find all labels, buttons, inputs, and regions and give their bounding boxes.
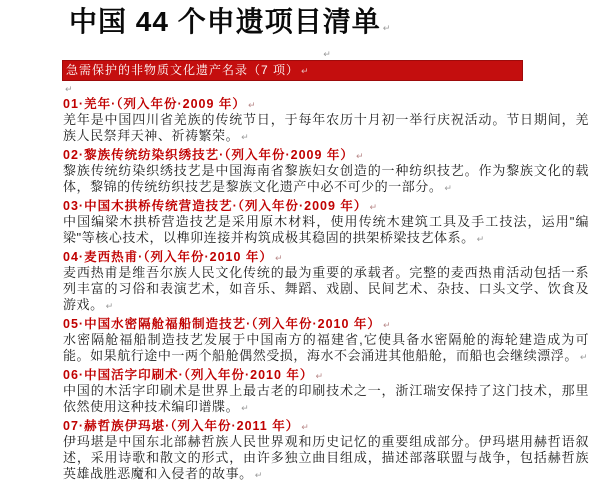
list-item: [63, 419, 589, 483]
item-body-text: 水密隔舱福船制造技艺发展于中国南方的福建省,它使具备水密隔舱的海轮建造成为可能。如果航行途中一两个船舱偶然受损，海水不会涌进其他船舱，而船也会继续漂浮。: [63, 332, 589, 363]
paragraph-mark: ↵: [254, 470, 263, 480]
item-heading-text: 06·中国活字印刷术·（列入年份·2010 年）: [63, 368, 314, 382]
paragraph-mark: ↵: [369, 202, 377, 212]
list-item: [63, 199, 589, 247]
paragraph-mark: ↵: [301, 66, 309, 76]
paragraph-mark: ↵: [65, 84, 73, 94]
item-heading: [63, 97, 589, 112]
page-title-text: 中国 44 个申遗项目清单: [69, 6, 381, 37]
item-body-text: 中国的木活字印刷术是世界上最古老的印刷技术之一，浙江瑞安保持了这门技术，那里依然使用这种技术编印谱牒。: [63, 383, 589, 414]
item-heading: [63, 250, 589, 265]
item-heading-text: 04·麦西热甫·（列入年份·2010 年）: [63, 250, 273, 264]
section-banner: [62, 60, 523, 81]
document-content: [63, 0, 589, 483]
list-item: [63, 250, 589, 314]
item-body: [63, 332, 589, 365]
item-body: [63, 214, 589, 247]
item-heading: [63, 317, 589, 332]
paragraph-mark: ↵: [247, 100, 256, 110]
paragraph-mark: ↵: [476, 234, 485, 244]
section-banner-label: 急需保护的非物质文化遗产名录（7 项）: [66, 63, 300, 77]
item-body: [63, 163, 589, 196]
item-heading-text: 02·黎族传统纺染织绣技艺·（列入年份·2009 年）: [63, 148, 354, 162]
paragraph-mark: ↵: [241, 132, 249, 142]
item-heading-text: 05·中国水密隔舱福船制造技艺·（列入年份·2010 年）: [63, 317, 381, 331]
item-body: [63, 434, 589, 483]
list-item: [63, 368, 589, 416]
item-body-text: 黎族传统纺染织绣技艺是中国海南省黎族妇女创造的一种纺织技艺。作为黎族文化的载体，黎锦的传统纺织技艺是黎族文化遗产中必不可少的一部分。: [63, 163, 589, 194]
item-body: [63, 112, 589, 145]
paragraph-mark: ↵: [105, 301, 114, 311]
paragraph-mark: ↵: [382, 320, 391, 330]
item-body: [63, 265, 589, 314]
item-heading: [63, 419, 589, 434]
page-title: [69, 4, 589, 46]
paragraph-mark: ↵: [355, 151, 364, 161]
item-heading-text: 01·羌年·（列入年份·2009 年）: [63, 97, 246, 111]
paragraph-mark: ↵: [323, 49, 331, 59]
item-heading-text: 03·中国木拱桥传统营造技艺·（列入年份·2009 年）: [63, 199, 368, 213]
item-body-text: 中国编梁木拱桥营造技艺是采用原木材料，使用传统木建筑工具及手工技法，运用"编梁"等核心技术，以榫卯连接并构筑成极其稳固的拱架桥梁技艺体系。: [63, 214, 589, 245]
item-body-text: 麦西热甫是维吾尔族人民文化传统的最为重要的承载者。完整的麦西热甫活动包括一系列丰富的习俗和表演艺术，如音乐、舞蹈、戏剧、民间艺术、杂技、口头文学、饮食及游戏。: [63, 265, 589, 312]
item-body: [63, 383, 589, 416]
item-body-text: 伊玛堪是中国东北部赫哲族人民世界观和历史记忆的重要组成部分。伊玛堪用赫哲语叙述，采用诗歌和散文的形式，由许多独立曲目组成，描述部落联盟与战争，包括赫哲族英雄战胜恶魔和入侵者的故事。: [63, 434, 589, 481]
paragraph-mark: ↵: [241, 403, 249, 413]
paragraph-mark: ↵: [301, 422, 309, 432]
list-item: [63, 148, 589, 196]
empty-paragraph: [63, 81, 589, 94]
item-heading: [63, 148, 589, 163]
paragraph-mark: ↵: [315, 371, 323, 381]
item-heading-text: 07·赫哲族伊玛堪·（列入年份·2011 年）: [63, 419, 300, 433]
list-item: [63, 317, 589, 365]
list-item: [63, 97, 589, 145]
item-heading: [63, 199, 589, 214]
paragraph-mark: ↵: [579, 352, 588, 362]
item-body-text: 羌年是中国四川省羌族的传统节日，于每年农历十月初一举行庆祝活动。节日期间，羌族人民祭拜天神、祈祷繁荣。: [63, 112, 589, 143]
paragraph-mark: ↵: [444, 183, 452, 193]
paragraph-mark: ↵: [274, 253, 283, 263]
paragraph-mark: ↵: [382, 23, 391, 33]
item-heading: [63, 368, 589, 383]
empty-paragraph: [63, 46, 589, 60]
